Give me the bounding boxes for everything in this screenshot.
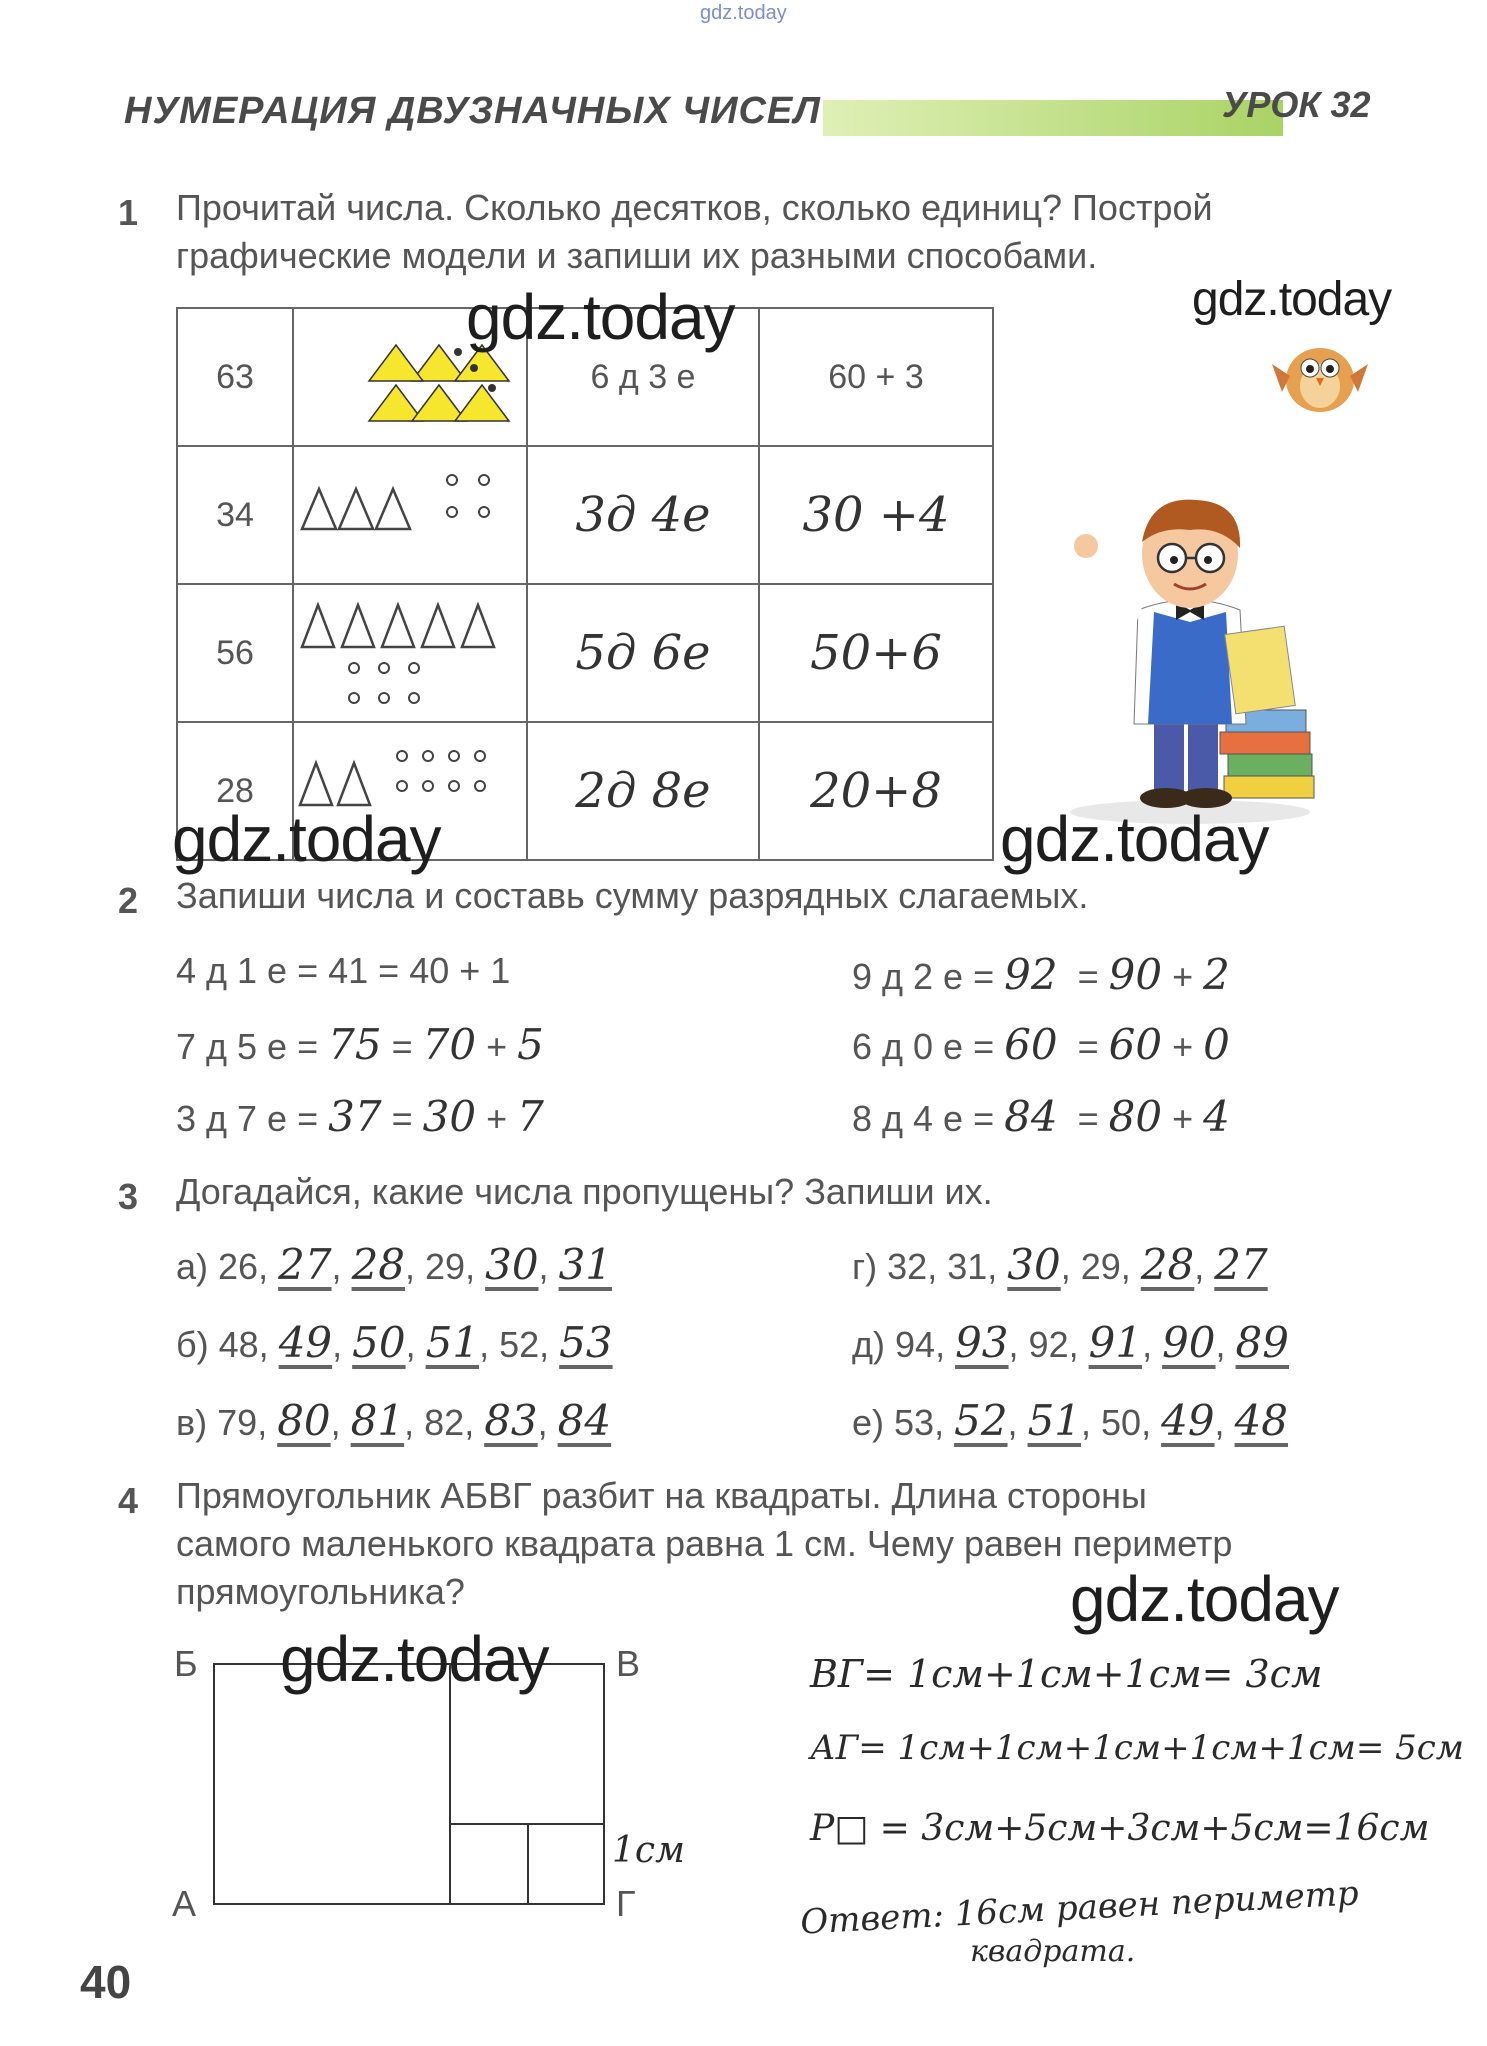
owl-illustration: [1260, 328, 1380, 418]
task-2-number: 2: [118, 880, 139, 921]
unit-dot: [470, 364, 478, 372]
sequence-v: в) 79, 80, 81, 82, 83, 84: [176, 1396, 612, 1445]
boy-illustration: [1050, 490, 1330, 830]
table-number-cell: 63: [177, 308, 293, 446]
side-label: 1см: [612, 1830, 685, 1871]
corner-label-a: А: [172, 1883, 197, 1924]
sum-cell: 50+6: [759, 584, 993, 722]
task-4-text-line1: Прямоугольник АБВГ разбит на квадраты. Длина стороны: [176, 1475, 1147, 1516]
digits-cell: 2д 8е: [527, 722, 759, 860]
table-number-cell: 56: [177, 584, 293, 722]
task-2-text: Запиши числа и составь сумму разрядных слагаемых.: [176, 875, 1089, 916]
task-2-left-row: 4 д 1 е = 41 = 40 + 1: [176, 950, 511, 991]
solution-line: Ответ: 16см равен периметр: [799, 1873, 1360, 1943]
watermark: gdz.today: [1070, 1563, 1339, 1635]
task-4-text-line2: самого маленького квадрата равна 1 см. Чему равен периметр: [176, 1523, 1233, 1564]
table-number-cell: 34: [177, 446, 293, 584]
solution-line: квадрата.: [970, 1934, 1136, 1969]
sum-cell: 20+8: [759, 722, 993, 860]
task-3-text: Догадайся, какие числа пропущены? Запиши их.: [176, 1171, 993, 1212]
task-2-right-row: 8 д 4 е = 84 = 80 + 4: [852, 1092, 1230, 1141]
table-number-cell: 28: [177, 722, 293, 860]
solution-line: АГ= 1см+1см+1см+1см+1см= 5см: [810, 1728, 1464, 1768]
task-3-number: 3: [118, 1176, 139, 1217]
digits-cell: 3д 4е: [527, 446, 759, 584]
sequence-g: г) 32, 31, 30, 29, 28, 27: [852, 1240, 1268, 1289]
page-title: НУМЕРАЦИЯ ДВУЗНАЧНЫХ ЧИСЕЛ: [124, 90, 821, 132]
solution-line: ВГ= 1см+1см+1см= 3см: [810, 1652, 1323, 1696]
sum-cell: 30 +4: [759, 446, 993, 584]
task-2-right-row: 9 д 2 е = 92 = 90 + 2: [852, 950, 1230, 999]
outer-rectangle: [214, 1664, 604, 1904]
task-1-text-line1: Прочитай числа. Сколько десятков, сколько единиц? Построй: [176, 187, 1213, 228]
unit-dot: [488, 384, 496, 392]
corner-label-g: Г: [616, 1883, 636, 1924]
digits-cell: 5д 6е: [527, 584, 759, 722]
unit-dot: [454, 348, 462, 356]
rectangle-figure: [210, 1660, 610, 1912]
solution-line: Р□ = 3см+5см+3см+5см=16см: [810, 1808, 1430, 1849]
watermark: gdz.today: [466, 281, 735, 353]
task-1-number: 1: [118, 192, 139, 233]
sequence-e: е) 53, 52, 51, 50, 49, 48: [852, 1396, 1289, 1445]
digits-cell: 6 д 3 е: [527, 308, 759, 446]
watermark: gdz.today: [1000, 803, 1269, 875]
sequence-d: д) 94, 93, 92, 91, 90, 89: [852, 1318, 1289, 1367]
corner-label-b: Б: [174, 1643, 198, 1684]
watermark: gdz.today: [280, 1623, 549, 1695]
watermark: gdz.today: [1192, 273, 1392, 326]
task-2-left-row: 3 д 7 е = 37 = 30 + 7: [176, 1092, 544, 1141]
sequence-b: б) 48, 49, 50, 51, 52, 53: [176, 1318, 613, 1367]
task-4-number: 4: [118, 1480, 139, 1521]
top-watermark: gdz.today: [700, 2, 787, 24]
task-4-text-line3: прямоугольника?: [176, 1571, 465, 1612]
task-1-text-line2: графические модели и запиши их разными способами.: [176, 235, 1098, 276]
sum-cell: 60 + 3: [759, 308, 993, 446]
page-number: 40: [80, 1956, 132, 2008]
task-2-right-row: 6 д 0 е = 60 = 60 + 0: [852, 1020, 1230, 1069]
watermark: gdz.today: [172, 803, 441, 875]
sequence-a: а) 26, 27, 28, 29, 30, 31: [176, 1240, 613, 1289]
lesson-label: УРОК 32: [1222, 84, 1371, 125]
corner-label-v: В: [616, 1643, 641, 1684]
task-2-left-row: 7 д 5 е = 75 = 70 + 5: [176, 1020, 544, 1069]
